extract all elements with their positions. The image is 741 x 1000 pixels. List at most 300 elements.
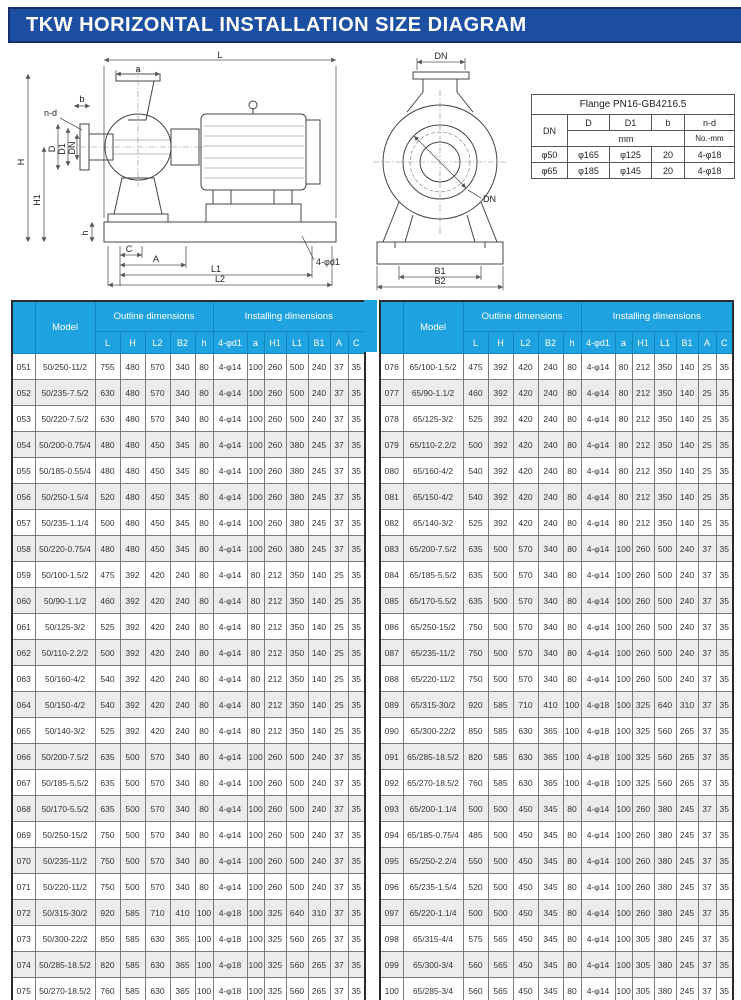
table-row — [12, 770, 365, 796]
value-cell: 265 — [308, 978, 330, 1000]
value-cell: 100 — [247, 510, 264, 536]
row-number-cell: 085 — [380, 588, 403, 614]
value-cell: 4-φ14 — [213, 562, 247, 588]
value-cell: 35 — [348, 692, 365, 718]
value-cell: 245 — [676, 822, 698, 848]
value-cell: 35 — [348, 666, 365, 692]
value-cell: 500 — [654, 588, 676, 614]
table-row — [380, 666, 733, 692]
value-cell: 560 — [286, 952, 308, 978]
value-cell: 500 — [488, 640, 513, 666]
column-header: B1 — [676, 332, 698, 354]
flange-table-cell: φ185 — [568, 163, 610, 179]
value-cell: 37 — [330, 380, 348, 406]
value-cell: 35 — [716, 432, 733, 458]
value-cell: 140 — [676, 406, 698, 432]
value-cell: 240 — [308, 874, 330, 900]
value-cell: 25 — [330, 718, 348, 744]
value-cell: 240 — [170, 692, 195, 718]
value-cell: 570 — [145, 354, 170, 380]
value-cell: 37 — [698, 666, 716, 692]
value-cell: 565 — [488, 978, 513, 1000]
value-cell: 140 — [308, 588, 330, 614]
flange-col-d: D — [568, 115, 610, 131]
value-cell: 350 — [286, 666, 308, 692]
value-cell: 345 — [170, 484, 195, 510]
value-cell: 100 — [563, 718, 581, 744]
value-cell: 480 — [95, 536, 120, 562]
value-cell: 25 — [330, 588, 348, 614]
value-cell: 392 — [120, 666, 145, 692]
value-cell: 4-φ14 — [213, 406, 247, 432]
value-cell: 100 — [615, 744, 632, 770]
value-cell: 325 — [264, 978, 286, 1000]
value-cell: 100 — [247, 952, 264, 978]
value-cell: 4-φ14 — [213, 536, 247, 562]
page-title-bar — [8, 7, 741, 43]
value-cell: 380 — [654, 978, 676, 1000]
value-cell: 4-φ14 — [213, 718, 247, 744]
value-cell: 35 — [348, 718, 365, 744]
value-cell: 100 — [247, 458, 264, 484]
column-header: C — [348, 332, 365, 354]
value-cell: 570 — [145, 822, 170, 848]
dim-label-C: C — [125, 244, 133, 254]
value-cell: 25 — [698, 458, 716, 484]
table-row — [380, 874, 733, 900]
flange-unit-no-mm: No.-mm — [685, 131, 735, 147]
model-cell: 50/220-0.75/4 — [35, 536, 95, 562]
value-cell: 485 — [463, 822, 488, 848]
value-cell: 345 — [538, 796, 563, 822]
value-cell: 260 — [264, 354, 286, 380]
value-cell: 570 — [145, 796, 170, 822]
value-cell: 570 — [145, 848, 170, 874]
row-number-cell: 084 — [380, 562, 403, 588]
value-cell: 4-φ14 — [581, 354, 615, 380]
value-cell: 80 — [563, 588, 581, 614]
value-cell: 140 — [308, 692, 330, 718]
row-number-cell: 063 — [12, 666, 35, 692]
model-cell: 65/220-1.1/4 — [403, 900, 463, 926]
value-cell: 420 — [145, 640, 170, 666]
value-cell: 392 — [120, 562, 145, 588]
value-cell: 750 — [463, 614, 488, 640]
table-row — [380, 822, 733, 848]
value-cell: 410 — [170, 900, 195, 926]
value-cell: 245 — [676, 848, 698, 874]
row-number-cell: 082 — [380, 510, 403, 536]
value-cell: 100 — [247, 822, 264, 848]
value-cell: 35 — [348, 536, 365, 562]
value-cell: 100 — [247, 406, 264, 432]
value-cell: 260 — [264, 510, 286, 536]
flange-table-cell: φ165 — [568, 147, 610, 163]
value-cell: 80 — [195, 484, 213, 510]
value-cell: 570 — [145, 406, 170, 432]
value-cell: 4-φ14 — [213, 640, 247, 666]
value-cell: 35 — [716, 978, 733, 1000]
value-cell: 80 — [195, 666, 213, 692]
value-cell: 35 — [348, 458, 365, 484]
value-cell: 80 — [195, 536, 213, 562]
value-cell: 35 — [716, 874, 733, 900]
value-cell: 305 — [632, 952, 654, 978]
value-cell: 750 — [463, 666, 488, 692]
dim-label-L1: L1 — [210, 264, 222, 274]
value-cell: 380 — [654, 952, 676, 978]
value-cell: 100 — [615, 666, 632, 692]
value-cell: 80 — [247, 718, 264, 744]
pump-side-view-svg — [16, 50, 356, 292]
row-number-cell: 067 — [12, 770, 35, 796]
value-cell: 80 — [563, 640, 581, 666]
flange-col-nd: n-d — [685, 115, 735, 131]
column-header: A — [330, 332, 348, 354]
value-cell: 340 — [170, 822, 195, 848]
value-cell: 760 — [95, 978, 120, 1000]
value-cell: 560 — [463, 952, 488, 978]
model-cell: 50/100-1.5/2 — [35, 562, 95, 588]
value-cell: 450 — [145, 432, 170, 458]
value-cell: 260 — [632, 536, 654, 562]
value-cell: 585 — [488, 692, 513, 718]
value-cell: 80 — [563, 952, 581, 978]
model-cell: 65/140-3/2 — [403, 510, 463, 536]
value-cell: 100 — [615, 900, 632, 926]
value-cell: 345 — [538, 926, 563, 952]
value-cell: 240 — [676, 666, 698, 692]
value-cell: 340 — [170, 354, 195, 380]
header-gap-strip — [364, 300, 377, 352]
value-cell: 80 — [615, 432, 632, 458]
value-cell: 100 — [615, 952, 632, 978]
value-cell: 100 — [195, 978, 213, 1000]
value-cell: 345 — [538, 978, 563, 1000]
value-cell: 420 — [145, 666, 170, 692]
value-cell: 240 — [170, 640, 195, 666]
value-cell: 450 — [513, 900, 538, 926]
value-cell: 630 — [95, 406, 120, 432]
flange-col-b: b — [652, 115, 685, 131]
table-row — [12, 822, 365, 848]
value-cell: 37 — [698, 874, 716, 900]
value-cell: 365 — [170, 952, 195, 978]
row-number-cell: 080 — [380, 458, 403, 484]
value-cell: 100 — [247, 380, 264, 406]
value-cell: 450 — [513, 874, 538, 900]
value-cell: 525 — [463, 406, 488, 432]
value-cell: 245 — [676, 952, 698, 978]
value-cell: 350 — [654, 510, 676, 536]
value-cell: 80 — [563, 458, 581, 484]
model-cell: 65/300-22/2 — [403, 718, 463, 744]
value-cell: 4-φ14 — [581, 822, 615, 848]
value-cell: 80 — [247, 666, 264, 692]
row-number-cell: 056 — [12, 484, 35, 510]
model-cell: 65/185-0.75/4 — [403, 822, 463, 848]
row-number-cell: 053 — [12, 406, 35, 432]
value-cell: 4-φ14 — [581, 614, 615, 640]
value-cell: 4-φ14 — [581, 432, 615, 458]
value-cell: 265 — [676, 770, 698, 796]
value-cell: 37 — [330, 874, 348, 900]
value-cell: 630 — [145, 926, 170, 952]
value-cell: 35 — [716, 926, 733, 952]
value-cell: 450 — [513, 978, 538, 1000]
value-cell: 37 — [330, 510, 348, 536]
model-cell: 50/250-15/2 — [35, 822, 95, 848]
value-cell: 260 — [264, 380, 286, 406]
table-row — [380, 848, 733, 874]
value-cell: 480 — [95, 432, 120, 458]
value-cell: 35 — [348, 796, 365, 822]
value-cell: 350 — [286, 588, 308, 614]
value-cell: 35 — [716, 796, 733, 822]
value-cell: 475 — [95, 562, 120, 588]
value-cell: 365 — [170, 926, 195, 952]
value-cell: 4-φ14 — [213, 614, 247, 640]
value-cell: 100 — [195, 926, 213, 952]
row-number-cell: 072 — [12, 900, 35, 926]
value-cell: 80 — [195, 432, 213, 458]
value-cell: 4-φ14 — [213, 822, 247, 848]
value-cell: 755 — [95, 354, 120, 380]
value-cell: 80 — [563, 432, 581, 458]
value-cell: 37 — [698, 900, 716, 926]
value-cell: 245 — [676, 926, 698, 952]
value-cell: 240 — [538, 510, 563, 536]
value-cell: 35 — [716, 952, 733, 978]
value-cell: 100 — [615, 796, 632, 822]
row-number-cell: 065 — [12, 718, 35, 744]
value-cell: 350 — [286, 718, 308, 744]
dim-label-4-d1: 4-φd1 — [316, 257, 340, 267]
value-cell: 820 — [95, 952, 120, 978]
value-cell: 80 — [563, 536, 581, 562]
value-cell: 4-φ18 — [581, 692, 615, 718]
column-header: a — [247, 332, 264, 354]
flange-table-title: Flange PN16-GB4216.5 — [532, 95, 735, 115]
value-cell: 585 — [488, 744, 513, 770]
pump-front-view-drawing — [355, 50, 530, 292]
row-number-cell: 064 — [12, 692, 35, 718]
value-cell: 240 — [308, 822, 330, 848]
value-cell: 37 — [330, 744, 348, 770]
value-cell: 245 — [676, 978, 698, 1000]
value-cell: 100 — [247, 354, 264, 380]
value-cell: 500 — [286, 822, 308, 848]
value-cell: 392 — [488, 354, 513, 380]
dim-label-DN-side: DN — [483, 194, 496, 204]
value-cell: 4-φ14 — [581, 848, 615, 874]
value-cell: 37 — [698, 536, 716, 562]
value-cell: 450 — [513, 926, 538, 952]
value-cell: 240 — [676, 588, 698, 614]
value-cell: 340 — [538, 536, 563, 562]
value-cell: 450 — [513, 796, 538, 822]
value-cell: 245 — [308, 458, 330, 484]
value-cell: 350 — [654, 354, 676, 380]
row-number-cell: 087 — [380, 640, 403, 666]
value-cell: 37 — [698, 796, 716, 822]
value-cell: 140 — [308, 562, 330, 588]
dim-label-B1: B1 — [434, 266, 446, 276]
column-header: h — [195, 332, 213, 354]
value-cell: 240 — [676, 536, 698, 562]
value-cell: 80 — [615, 406, 632, 432]
value-cell: 212 — [632, 484, 654, 510]
value-cell: 80 — [247, 562, 264, 588]
row-number-cell: 095 — [380, 848, 403, 874]
value-cell: 240 — [538, 380, 563, 406]
value-cell: 35 — [716, 536, 733, 562]
value-cell: 540 — [463, 484, 488, 510]
column-header: L — [95, 332, 120, 354]
model-cell: 65/315-4/4 — [403, 926, 463, 952]
model-cell: 50/200-0.75/4 — [35, 432, 95, 458]
value-cell: 25 — [330, 640, 348, 666]
value-cell: 4-φ14 — [213, 796, 247, 822]
value-cell: 380 — [654, 874, 676, 900]
value-cell: 392 — [488, 510, 513, 536]
column-header: H — [488, 332, 513, 354]
value-cell: 240 — [308, 848, 330, 874]
value-cell: 80 — [563, 614, 581, 640]
value-cell: 560 — [654, 744, 676, 770]
value-cell: 500 — [654, 666, 676, 692]
value-cell: 100 — [615, 614, 632, 640]
value-cell: 245 — [676, 874, 698, 900]
value-cell: 4-φ18 — [581, 744, 615, 770]
value-cell: 570 — [145, 744, 170, 770]
value-cell: 500 — [120, 770, 145, 796]
value-cell: 260 — [264, 744, 286, 770]
value-cell: 260 — [632, 588, 654, 614]
value-cell: 37 — [698, 770, 716, 796]
value-cell: 500 — [120, 848, 145, 874]
table-row — [380, 926, 733, 952]
value-cell: 212 — [632, 380, 654, 406]
value-cell: 500 — [120, 796, 145, 822]
value-cell: 500 — [286, 796, 308, 822]
value-cell: 35 — [348, 770, 365, 796]
value-cell: 340 — [170, 796, 195, 822]
value-cell: 245 — [308, 536, 330, 562]
dim-label-H1: H1 — [32, 194, 42, 206]
model-cell: 65/200-1.1/4 — [403, 796, 463, 822]
value-cell: 260 — [632, 822, 654, 848]
value-cell: 480 — [120, 432, 145, 458]
table-row — [380, 380, 733, 406]
value-cell: 240 — [308, 406, 330, 432]
row-number-cell: 093 — [380, 796, 403, 822]
value-cell: 35 — [716, 900, 733, 926]
value-cell: 325 — [264, 900, 286, 926]
value-cell: 450 — [145, 536, 170, 562]
value-cell: 325 — [264, 952, 286, 978]
model-cell: 50/300-22/2 — [35, 926, 95, 952]
value-cell: 35 — [716, 692, 733, 718]
value-cell: 25 — [698, 510, 716, 536]
value-cell: 310 — [308, 900, 330, 926]
row-number-cell: 062 — [12, 640, 35, 666]
value-cell: 520 — [95, 484, 120, 510]
model-cell: 50/270-18.5/2 — [35, 978, 95, 1000]
value-cell: 260 — [632, 614, 654, 640]
value-cell: 265 — [676, 744, 698, 770]
value-cell: 245 — [308, 510, 330, 536]
value-cell: 80 — [615, 484, 632, 510]
value-cell: 35 — [348, 614, 365, 640]
value-cell: 37 — [698, 978, 716, 1000]
value-cell: 500 — [488, 536, 513, 562]
value-cell: 80 — [195, 588, 213, 614]
value-cell: 240 — [170, 666, 195, 692]
value-cell: 260 — [264, 874, 286, 900]
value-cell: 525 — [463, 510, 488, 536]
value-cell: 140 — [676, 484, 698, 510]
value-cell: 37 — [330, 926, 348, 952]
value-cell: 4-φ14 — [581, 484, 615, 510]
value-cell: 475 — [463, 354, 488, 380]
column-header: B1 — [308, 332, 330, 354]
row-number-cell: 091 — [380, 744, 403, 770]
value-cell: 640 — [654, 692, 676, 718]
value-cell: 392 — [488, 458, 513, 484]
value-cell: 500 — [286, 744, 308, 770]
value-cell: 37 — [698, 952, 716, 978]
column-header-number — [380, 301, 403, 354]
value-cell: 80 — [195, 692, 213, 718]
value-cell: 4-φ18 — [213, 952, 247, 978]
value-cell: 365 — [538, 718, 563, 744]
table-row — [380, 692, 733, 718]
value-cell: 460 — [95, 588, 120, 614]
value-cell: 265 — [676, 718, 698, 744]
value-cell: 585 — [120, 900, 145, 926]
value-cell: 565 — [488, 926, 513, 952]
group-header-outline: Outline dimensions — [463, 301, 581, 332]
value-cell: 100 — [615, 874, 632, 900]
value-cell: 4-φ14 — [581, 874, 615, 900]
value-cell: 560 — [654, 770, 676, 796]
model-cell: 50/250-1.5/4 — [35, 484, 95, 510]
value-cell: 37 — [330, 822, 348, 848]
model-cell: 65/235-1.5/4 — [403, 874, 463, 900]
value-cell: 25 — [698, 406, 716, 432]
value-cell: 750 — [95, 848, 120, 874]
value-cell: 345 — [538, 874, 563, 900]
column-header-model: Model — [403, 301, 463, 354]
value-cell: 37 — [698, 822, 716, 848]
value-cell: 80 — [563, 848, 581, 874]
table-row — [380, 900, 733, 926]
table-row — [380, 510, 733, 536]
dim-label-n-d: n-d — [44, 108, 58, 118]
value-cell: 340 — [170, 406, 195, 432]
value-cell: 392 — [120, 588, 145, 614]
value-cell: 450 — [513, 952, 538, 978]
value-cell: 480 — [120, 458, 145, 484]
value-cell: 100 — [615, 822, 632, 848]
value-cell: 4-φ18 — [213, 900, 247, 926]
column-header: H1 — [264, 332, 286, 354]
dim-label-B2: B2 — [434, 276, 446, 286]
value-cell: 260 — [632, 848, 654, 874]
flange-col-dn: DN — [532, 115, 568, 147]
value-cell: 35 — [716, 562, 733, 588]
